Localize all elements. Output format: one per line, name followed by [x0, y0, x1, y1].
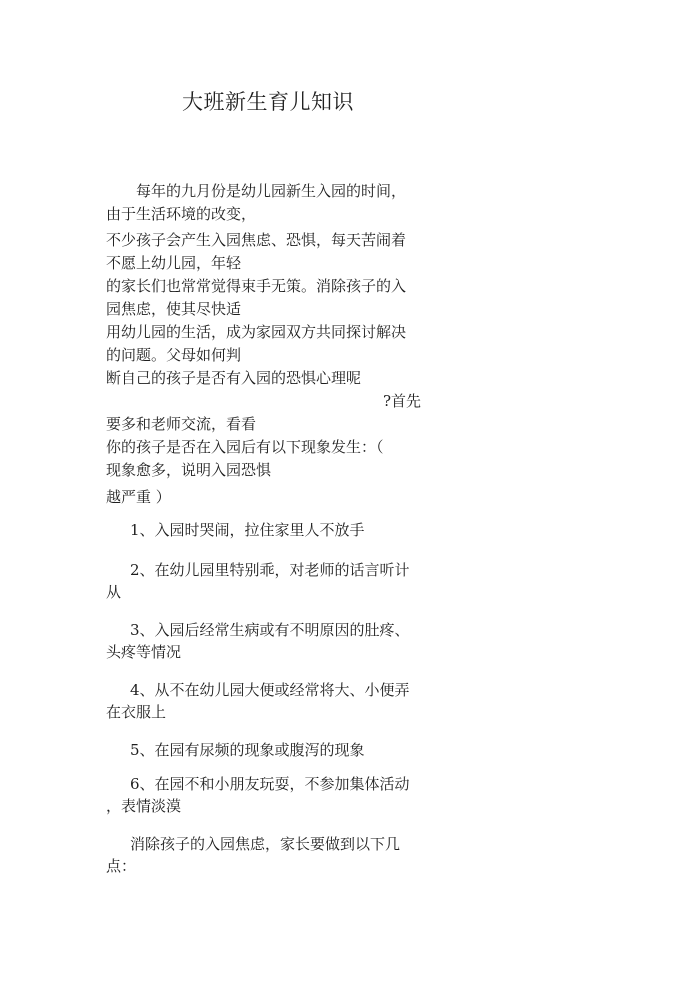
list-item: 1、入园时哭闹，拉住家里人不放手 — [130, 521, 365, 539]
list-item-continuation: 从 — [106, 583, 122, 601]
text-line: 要多和老师交流，看看 — [106, 415, 257, 433]
list-item-continuation: 在衣服上 — [106, 703, 167, 721]
text-line: 园焦虑，使其尽快适 — [106, 300, 242, 318]
list-item-continuation: 头疼等情况 — [106, 643, 182, 661]
text-line: 每年的九月份是幼儿园新生入园的时间， — [136, 182, 407, 200]
list-item: 2、在幼儿园里特别乖，对老师的话言听计 — [130, 561, 410, 579]
list-item: 5、在园有尿频的现象或腹泻的现象 — [130, 741, 365, 759]
text-line: 的家长们也常常觉得束手无策。消除孩子的入 — [106, 277, 407, 295]
text-line: 用幼儿园的生活，成为家园双方共同探讨解决 — [106, 323, 407, 341]
page-title: 大班新生育儿知识 — [182, 90, 354, 114]
list-item: 6、在园不和小朋友玩耍，不参加集体活动 — [130, 775, 410, 793]
text-line: 消除孩子的入园焦虑，家长要做到以下几 — [130, 835, 401, 853]
text-line: 现象愈多，说明入园恐惧 — [106, 461, 272, 479]
text-line: 越严重 ） — [106, 488, 171, 506]
text-line: 由于生活环境的改变， — [106, 205, 257, 223]
list-item-continuation: ，表情淡漠 — [106, 797, 182, 815]
text-line: 断自己的孩子是否有入园的恐惧心理呢 — [106, 369, 362, 387]
text-line: 你的孩子是否在入园后有以下现象发生：（ — [106, 438, 384, 456]
list-item: 3、入园后经常生病或有不明原因的肚疼、 — [130, 621, 410, 639]
text-line: 不少孩子会产生入园焦虑、恐惧，每天苦闹着 — [106, 231, 407, 249]
text-line: 不愿上幼儿园，年轻 — [106, 254, 242, 272]
list-item: 4、从不在幼儿园大便或经常将大、小便弄 — [130, 681, 410, 699]
text-line: 的问题。父母如何判 — [106, 346, 242, 364]
text-line: ?首先 — [383, 392, 422, 410]
text-line: 点： — [106, 857, 137, 875]
